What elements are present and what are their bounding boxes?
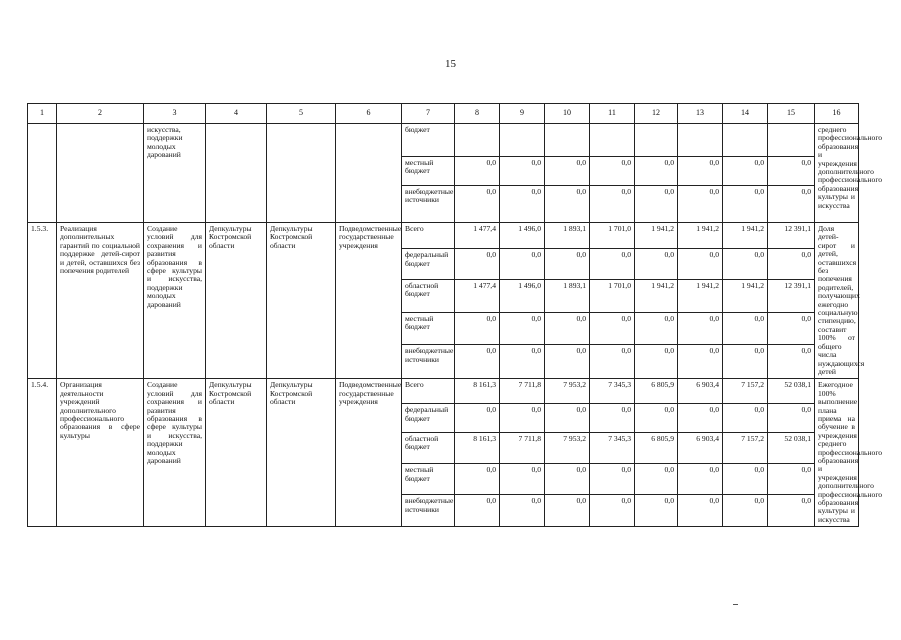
header-cell: 2 [57, 104, 144, 124]
participant-cell [336, 124, 402, 223]
value-cell: 0,0 [723, 249, 768, 280]
value-cell: 7 953,2 [545, 379, 590, 404]
source-cell: бюджет [402, 124, 455, 157]
header-cell: 13 [678, 104, 723, 124]
value-cell: 0,0 [723, 186, 768, 223]
source-cell: Всего [402, 379, 455, 404]
item-executor: Депкультуры Костромской области [267, 379, 336, 527]
value-cell: 0,0 [635, 249, 678, 280]
item-task: Создание условий для сохранения и развития образования в сфере культуры и искусства, поддержки молодых дарований [144, 379, 206, 527]
header-cell: 6 [336, 104, 402, 124]
source-cell: внебюджетные источники [402, 345, 455, 379]
value-cell: 0,0 [635, 345, 678, 379]
value-cell: 0,0 [455, 157, 500, 186]
table-body [28, 104, 883, 527]
source-cell: внебюджетные источники [402, 186, 455, 223]
value-cell [545, 124, 590, 157]
value-cell: 0,0 [723, 157, 768, 186]
value-cell: 0,0 [545, 249, 590, 280]
source-cell: местный бюджет [402, 464, 455, 495]
value-cell: 0,0 [545, 464, 590, 495]
value-cell: 0,0 [678, 186, 723, 223]
value-cell: 8 161,3 [455, 433, 500, 464]
value-cell: 0,0 [590, 312, 635, 345]
value-cell: 0,0 [500, 312, 545, 345]
value-cell: 1 941,2 [635, 223, 678, 249]
value-cell: 0,0 [723, 495, 768, 527]
value-cell: 1 496,0 [500, 223, 545, 249]
value-cell: 0,0 [723, 464, 768, 495]
value-cell: 6 805,9 [635, 379, 678, 404]
value-cell: 7 345,3 [590, 379, 635, 404]
header-cell: 11 [590, 104, 635, 124]
source-cell: местный бюджет [402, 157, 455, 186]
value-cell: 0,0 [635, 404, 678, 433]
value-cell: 0,0 [455, 249, 500, 280]
value-cell: 0,0 [768, 404, 815, 433]
num-cell [28, 124, 57, 223]
header-cell: 5 [267, 104, 336, 124]
value-cell: 0,0 [590, 186, 635, 223]
value-cell: 8 161,3 [455, 379, 500, 404]
value-cell: 7 711,8 [500, 433, 545, 464]
value-cell: 0,0 [678, 464, 723, 495]
value-cell: 12 391,1 [768, 279, 815, 312]
source-cell: областной бюджет [402, 433, 455, 464]
value-cell [590, 124, 635, 157]
value-cell: 0,0 [500, 495, 545, 527]
value-cell: 0,0 [678, 312, 723, 345]
header-cell: 12 [635, 104, 678, 124]
item-executor: Депкультуры Костромской области [206, 379, 267, 527]
value-cell: 0,0 [590, 495, 635, 527]
value-cell: 52 038,1 [768, 379, 815, 404]
name-cell [57, 124, 144, 223]
value-cell: 0,0 [455, 404, 500, 433]
value-cell: 1 701,0 [590, 279, 635, 312]
value-cell [455, 124, 500, 157]
value-cell: 6 903,4 [678, 433, 723, 464]
value-cell: 6 903,4 [678, 379, 723, 404]
value-cell: 0,0 [678, 249, 723, 280]
value-cell: 6 805,9 [635, 433, 678, 464]
value-cell: 7 157,2 [723, 379, 768, 404]
value-cell: 0,0 [678, 157, 723, 186]
value-cell: 1 941,2 [635, 279, 678, 312]
value-cell: 0,0 [768, 312, 815, 345]
result-cell: среднего профессионального образования и учреждения дополнительного профессионального образования культуры и искусства [815, 124, 859, 223]
value-cell [635, 124, 678, 157]
item-executor: Депкультуры Костромской области [267, 223, 336, 379]
header-cell: 16 [815, 104, 859, 124]
header-cell: 7 [402, 104, 455, 124]
executor-cell [206, 124, 267, 223]
source-cell: областной бюджет [402, 279, 455, 312]
value-cell: 0,0 [590, 249, 635, 280]
value-cell: 1 477,4 [455, 279, 500, 312]
source-cell: внебюджетные источники [402, 495, 455, 527]
value-cell: 0,0 [500, 249, 545, 280]
item-participant: Подведомственные государственные учреждения [336, 379, 402, 527]
value-cell: 7 711,8 [500, 379, 545, 404]
value-cell: 0,0 [678, 495, 723, 527]
value-cell: 0,0 [635, 157, 678, 186]
value-cell: 0,0 [545, 404, 590, 433]
header-cell: 3 [144, 104, 206, 124]
value-cell: 0,0 [723, 312, 768, 345]
value-cell: 0,0 [500, 345, 545, 379]
item-task: Создание условий для сохранения и развития образования в сфере культуры и искусства, поддержки молодых дарований [144, 223, 206, 379]
value-cell: 0,0 [455, 464, 500, 495]
value-cell: 0,0 [768, 186, 815, 223]
source-cell: федеральный бюджет [402, 404, 455, 433]
value-cell: 0,0 [635, 312, 678, 345]
program-table [27, 103, 883, 527]
item-result: Доля детей-сирот и детей, оставшихся без попечения родителей, получающих ежегодно социальную стипендию, составит 100% от общего числа нуждающихся детей [815, 223, 859, 379]
value-cell: 0,0 [455, 312, 500, 345]
value-cell: 0,0 [590, 404, 635, 433]
value-cell: 1 477,4 [455, 223, 500, 249]
value-cell: 0,0 [500, 464, 545, 495]
value-cell: 0,0 [723, 345, 768, 379]
value-cell [768, 124, 815, 157]
page-number: 15 [445, 58, 456, 70]
value-cell: 0,0 [768, 249, 815, 280]
source-cell: местный бюджет [402, 312, 455, 345]
value-cell: 0,0 [590, 345, 635, 379]
value-cell [723, 124, 768, 157]
table-row [28, 379, 859, 404]
header-row [28, 104, 859, 124]
item-participant: Подведомственные государственные учреждения [336, 223, 402, 379]
value-cell: 1 941,2 [678, 223, 723, 249]
table-row [28, 124, 859, 157]
value-cell: 1 893,1 [545, 223, 590, 249]
scan-mark [733, 604, 738, 605]
item-executor: Депкультуры Костромской области [206, 223, 267, 379]
value-cell: 0,0 [545, 345, 590, 379]
value-cell: 52 038,1 [768, 433, 815, 464]
header-cell: 9 [500, 104, 545, 124]
value-cell: 0,0 [500, 157, 545, 186]
value-cell: 7 345,3 [590, 433, 635, 464]
value-cell: 0,0 [768, 495, 815, 527]
header-cell: 15 [768, 104, 815, 124]
value-cell [678, 124, 723, 157]
task-cell: искусства, поддержки молодых дарований [144, 124, 206, 223]
value-cell: 0,0 [500, 404, 545, 433]
value-cell: 0,0 [635, 495, 678, 527]
item-name: Реализация дополнительных гарантий по социальной поддержке детей-сирот и детей, оставшихся без попечения родителей [57, 223, 144, 379]
item-name: Организация деятельности учреждений дополнительного профессионального образования в сфере культуры [57, 379, 144, 527]
value-cell: 0,0 [545, 495, 590, 527]
value-cell: 0,0 [545, 157, 590, 186]
value-cell: 0,0 [500, 186, 545, 223]
value-cell: 1 701,0 [590, 223, 635, 249]
header-cell: 1 [28, 104, 57, 124]
value-cell: 7 157,2 [723, 433, 768, 464]
value-cell: 0,0 [590, 464, 635, 495]
value-cell: 0,0 [455, 186, 500, 223]
value-cell: 0,0 [545, 186, 590, 223]
value-cell: 7 953,2 [545, 433, 590, 464]
value-cell: 0,0 [768, 464, 815, 495]
value-cell: 12 391,1 [768, 223, 815, 249]
value-cell: 0,0 [545, 312, 590, 345]
value-cell: 0,0 [635, 186, 678, 223]
header-cell: 8 [455, 104, 500, 124]
value-cell: 0,0 [455, 345, 500, 379]
source-cell: федеральный бюджет [402, 249, 455, 280]
value-cell: 0,0 [635, 464, 678, 495]
source-cell: Всего [402, 223, 455, 249]
value-cell: 1 496,0 [500, 279, 545, 312]
header-cell: 14 [723, 104, 768, 124]
value-cell: 0,0 [678, 404, 723, 433]
item-number: 1.5.3. [28, 223, 57, 379]
value-cell [500, 124, 545, 157]
item-result: Ежегодное 100% выполнение плана приема на обучение в учреждения среднего профессионального образования и учреждения дополнительного профессионального образования культуры и искусства [815, 379, 859, 527]
value-cell: 1 941,2 [678, 279, 723, 312]
value-cell: 0,0 [455, 495, 500, 527]
header-cell: 4 [206, 104, 267, 124]
executor-cell [267, 124, 336, 223]
item-number: 1.5.4. [28, 379, 57, 527]
value-cell: 0,0 [768, 157, 815, 186]
value-cell: 0,0 [723, 404, 768, 433]
header-cell: 10 [545, 104, 590, 124]
value-cell: 1 941,2 [723, 223, 768, 249]
value-cell: 0,0 [678, 345, 723, 379]
table-row [28, 223, 859, 249]
value-cell: 1 893,1 [545, 279, 590, 312]
value-cell: 1 941,2 [723, 279, 768, 312]
value-cell: 0,0 [768, 345, 815, 379]
value-cell: 0,0 [590, 157, 635, 186]
